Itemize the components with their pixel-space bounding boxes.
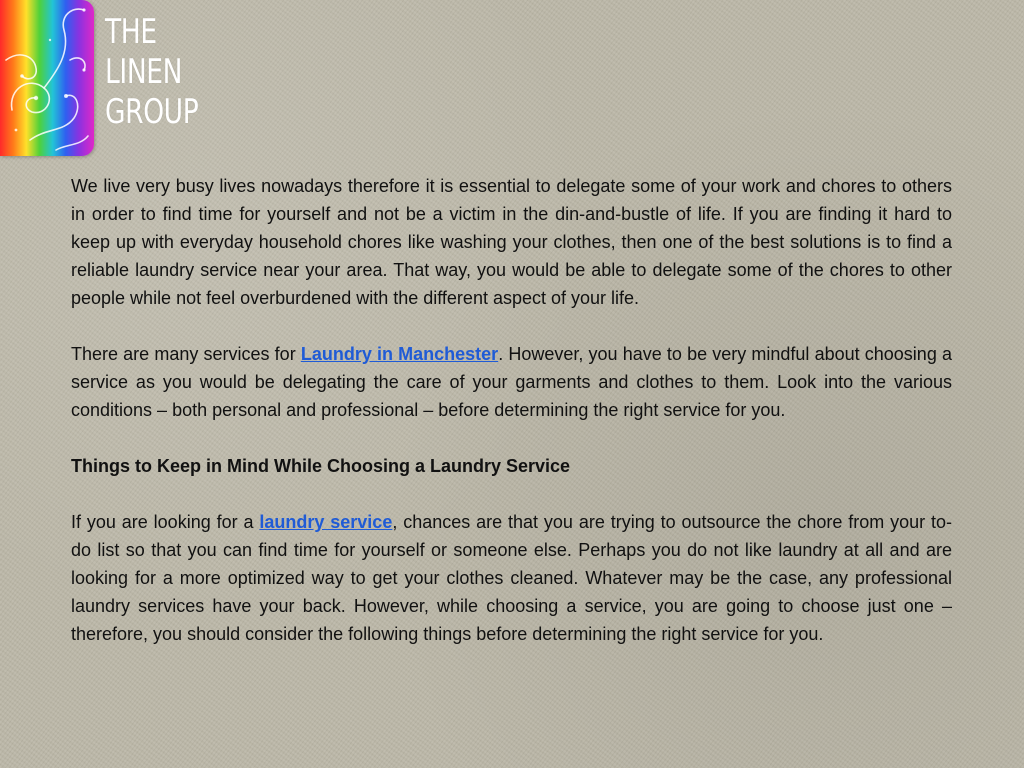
paragraph-intro: We live very busy lives nowadays therefore it is essential to delegate some of your work and chores to others in order to find time for yourself and not be a victim in the din-and-bustle of life. If you are finding it hard to keep up with everyday household chores like washing your clothes, then one of the best solutions is to find a reliable laundry service near your area. That way, you would be able to delegate some of the chores to other people while not feel overburdened with the different aspect of your life.: [71, 176, 952, 308]
brand-line-group: GROUP: [105, 92, 199, 132]
article-body: [71, 172, 952, 648]
rainbow-swirl-logo-icon: [0, 0, 94, 156]
paragraph-services-text-before: There are many services for: [71, 344, 301, 364]
laundry-service-link[interactable]: laundry service: [259, 512, 393, 532]
laundry-in-manchester-link[interactable]: Laundry in Manchester: [300, 344, 499, 364]
logo: [0, 0, 205, 158]
paragraph-looking: [71, 508, 952, 648]
paragraph-looking-text-after: , chances are that you are trying to outsource the chore from your to-do list so that you can find time for yourself or someone else. Perhaps you do not like laundry at all and are looking for a more optimized way to get your clothes cleaned. Whatever may be the case, any professional laundry services have your back. However, while choosing a service, you are going to choose just one – therefore, you should consider the following things before determining the right service for you.: [71, 512, 953, 644]
brand-line-the: THE: [105, 12, 157, 52]
brand-line-linen: LINEN: [105, 52, 183, 92]
brand-name: [105, 12, 198, 132]
paragraph-services-text-after: . However, you have to be very mindful about choosing a service as you would be delegating the care of your garments and clothes to them. Look into the various conditions – both personal and professional – before determining the right service for you.: [71, 344, 952, 420]
paragraph-services: [71, 340, 952, 424]
paragraph-looking-text-before: If you are looking for a: [71, 512, 260, 532]
section-heading: Things to Keep in Mind While Choosing a Laundry Service: [71, 456, 571, 476]
swirl-ornament-icon: [0, 0, 94, 156]
